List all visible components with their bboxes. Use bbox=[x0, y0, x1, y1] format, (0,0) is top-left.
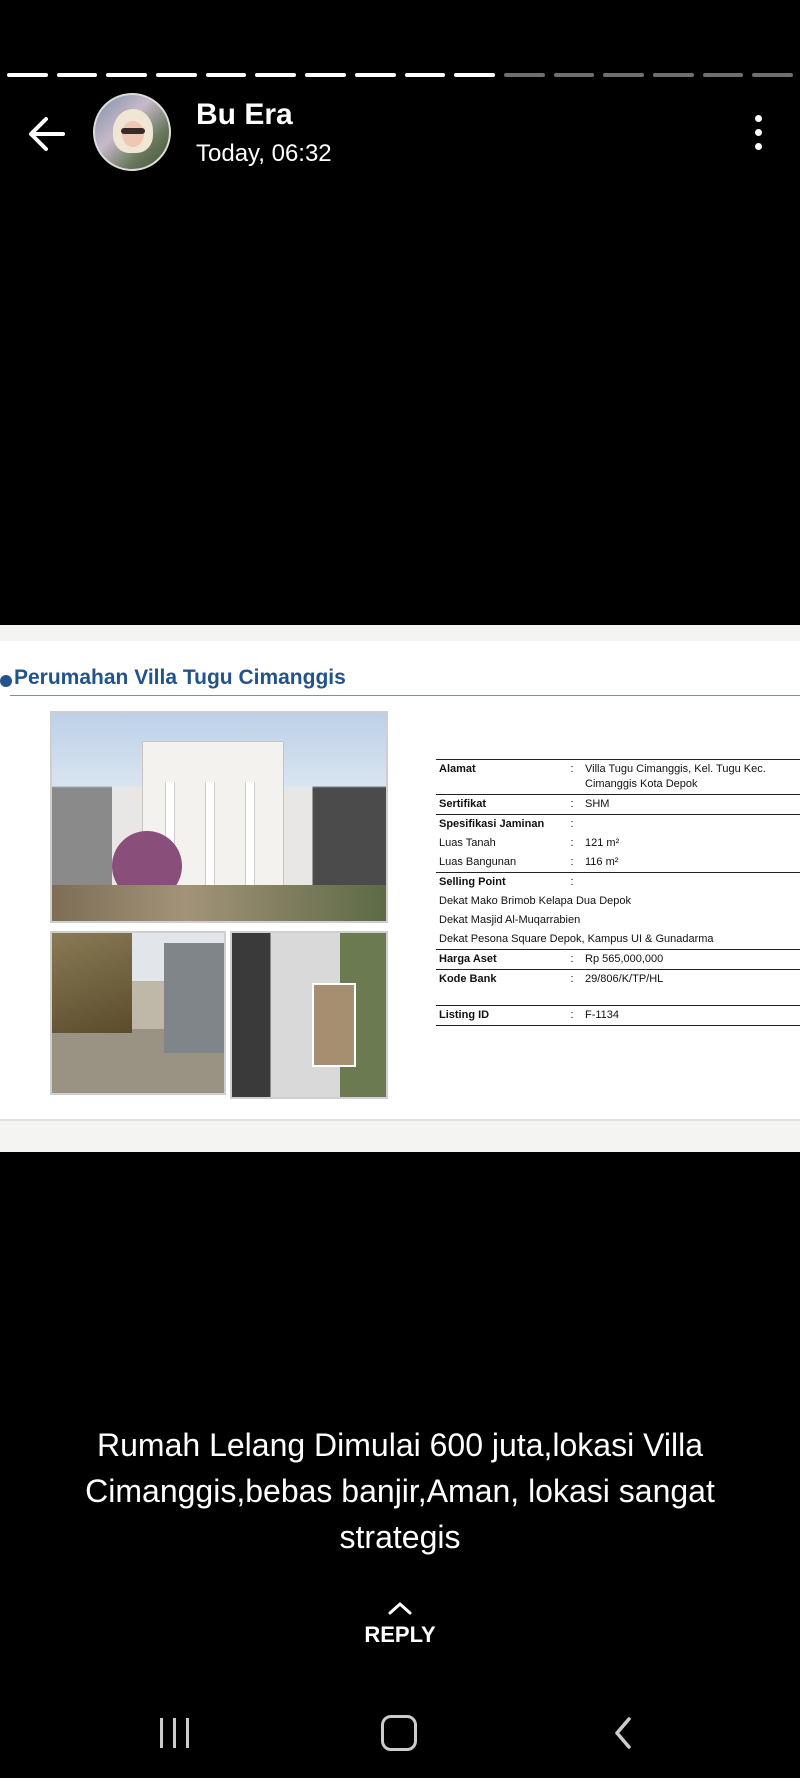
progress-segment bbox=[653, 73, 694, 77]
avatar-face bbox=[122, 121, 144, 147]
reply-label: REPLY bbox=[364, 1622, 436, 1647]
reply-button[interactable] bbox=[340, 1600, 460, 1670]
detail-row bbox=[436, 892, 800, 911]
selling-point-item: Dekat Masjid Al-Muqarrabien bbox=[439, 914, 581, 926]
story-media-image bbox=[0, 625, 800, 1152]
system-back-button[interactable] bbox=[600, 1713, 646, 1753]
detail-row bbox=[436, 760, 800, 795]
detail-label: Harga Aset bbox=[436, 950, 562, 970]
detail-row bbox=[436, 873, 800, 893]
more-vertical-icon bbox=[755, 129, 762, 136]
selling-point-item: Dekat Mako Brimob Kelapa Dua Depok bbox=[439, 895, 631, 907]
more-vertical-icon bbox=[755, 115, 762, 122]
progress-segment bbox=[255, 73, 296, 77]
timestamp: Today, 06:32 bbox=[196, 140, 332, 167]
detail-value: Rp 565,000,000 bbox=[582, 950, 800, 970]
progress-segment bbox=[7, 73, 48, 77]
progress-segment bbox=[156, 73, 197, 77]
home-button[interactable] bbox=[376, 1713, 422, 1753]
recents-icon bbox=[186, 1718, 189, 1748]
detail-value bbox=[582, 815, 800, 835]
story-caption: Rumah Lelang Dimulai 600 juta,lokasi Villa Cimanggis,bebas banjir,Aman, lokasi sangat strategis bbox=[85, 1427, 715, 1555]
recents-icon bbox=[173, 1718, 176, 1748]
progress-segment bbox=[603, 73, 644, 77]
story-progress-bar bbox=[7, 73, 793, 78]
house-photo-main bbox=[50, 711, 388, 923]
chevron-up-icon bbox=[387, 1600, 413, 1616]
sender-name: Bu Era bbox=[196, 98, 293, 131]
progress-segment bbox=[355, 73, 396, 77]
detail-colon: : bbox=[562, 795, 582, 815]
detail-label: Luas Bangunan bbox=[439, 856, 517, 868]
progress-segment bbox=[703, 73, 744, 77]
home-icon bbox=[381, 1715, 417, 1751]
street-roof bbox=[52, 933, 132, 1033]
progress-segment bbox=[57, 73, 98, 77]
avatar[interactable] bbox=[93, 93, 171, 171]
detail-value: Villa Tugu Cimanggis, Kel. Tugu Kec. Cimanggis Kota Depok bbox=[582, 760, 800, 795]
interior-door bbox=[312, 983, 356, 1067]
detail-value: 116 m² bbox=[585, 856, 619, 868]
detail-row bbox=[436, 970, 800, 1006]
more-options-button[interactable] bbox=[738, 110, 778, 154]
detail-row bbox=[436, 834, 800, 853]
system-navigation-bar bbox=[0, 1705, 800, 1761]
back-button[interactable] bbox=[20, 108, 72, 160]
progress-segment bbox=[405, 73, 446, 77]
interior-photo bbox=[230, 931, 388, 1099]
chevron-left-icon bbox=[611, 1715, 635, 1751]
selling-point-item: Dekat Pesona Square Depok, Kampus UI & Gunadarma bbox=[439, 933, 714, 945]
detail-row bbox=[436, 1006, 800, 1026]
progress-segment bbox=[106, 73, 147, 77]
detail-row bbox=[436, 930, 800, 950]
detail-value: SHM bbox=[582, 795, 800, 815]
house-column bbox=[205, 782, 215, 892]
progress-segment bbox=[305, 73, 346, 77]
detail-colon: : bbox=[570, 837, 574, 849]
listing-details-table bbox=[436, 759, 800, 1026]
detail-colon: : bbox=[562, 760, 582, 795]
detail-row bbox=[436, 795, 800, 815]
detail-label: Kode Bank bbox=[436, 970, 562, 1006]
detail-colon: : bbox=[562, 873, 582, 893]
detail-colon: : bbox=[562, 1006, 582, 1026]
progress-segment bbox=[504, 73, 545, 77]
detail-row bbox=[436, 853, 800, 873]
detail-colon: : bbox=[562, 970, 582, 1006]
recents-icon bbox=[160, 1718, 163, 1748]
detail-label: Sertifikat bbox=[436, 795, 562, 815]
detail-value: 29/806/K/TP/HL bbox=[582, 970, 800, 1006]
detail-label: Alamat bbox=[436, 760, 562, 795]
detail-value: F-1134 bbox=[582, 1006, 800, 1026]
progress-segment bbox=[554, 73, 595, 77]
recents-button[interactable] bbox=[150, 1713, 198, 1753]
more-vertical-icon bbox=[755, 143, 762, 150]
detail-row bbox=[436, 950, 800, 970]
street-photo bbox=[50, 931, 226, 1095]
progress-segment bbox=[454, 73, 495, 77]
detail-label: Spesifikasi Jaminan bbox=[436, 815, 562, 835]
detail-colon: : bbox=[562, 815, 582, 835]
street-wall bbox=[164, 943, 224, 1053]
detail-row bbox=[436, 815, 800, 835]
house-ground bbox=[52, 885, 386, 921]
detail-colon: : bbox=[570, 856, 574, 868]
house-column bbox=[245, 782, 255, 892]
document-title: Perumahan Villa Tugu Cimanggis bbox=[14, 666, 346, 689]
detail-label: Luas Tanah bbox=[439, 837, 496, 849]
detail-label: Listing ID bbox=[436, 1006, 562, 1026]
detail-row bbox=[436, 911, 800, 930]
arrow-left-icon bbox=[26, 116, 66, 152]
detail-colon: : bbox=[562, 950, 582, 970]
detail-value bbox=[582, 873, 800, 893]
listing-document bbox=[0, 641, 800, 1121]
detail-value: 121 m² bbox=[585, 837, 620, 849]
avatar-glasses bbox=[121, 128, 145, 134]
story-header bbox=[0, 92, 800, 172]
title-divider bbox=[10, 695, 800, 696]
title-bullet-icon bbox=[0, 675, 12, 687]
progress-segment bbox=[206, 73, 247, 77]
detail-label: Selling Point bbox=[436, 873, 562, 893]
progress-segment bbox=[752, 73, 793, 77]
